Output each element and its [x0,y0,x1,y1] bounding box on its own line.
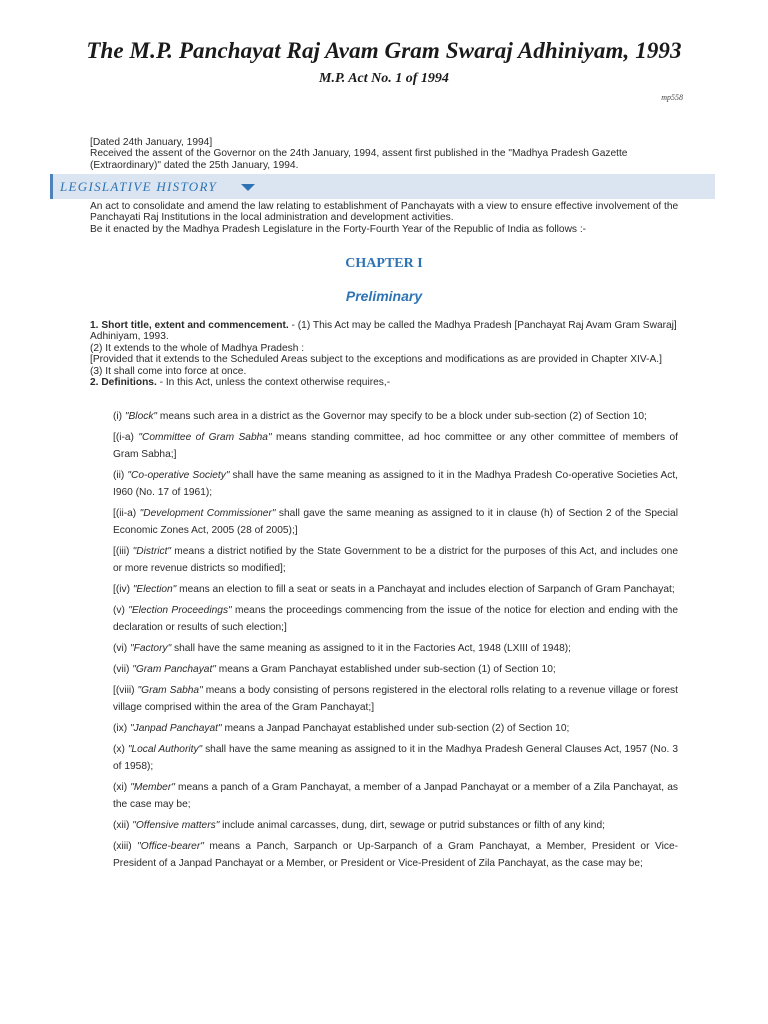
chapter-heading: CHAPTER I [345,256,423,271]
definition-term: "Committee of Gram Sabha" [138,432,272,443]
definition-item [113,505,678,539]
definition-text: means a Gram Panchayat established under sub-section (1) of Section 10; [215,664,556,675]
legislative-history-toggle[interactable] [50,174,715,199]
definition-text: means a body consisting of persons registered in the electoral rolls relating to a revenue village or forest village comprised within the area of the Gram Panchayat;] [113,685,678,713]
definition-number: (ii) [113,470,128,481]
definition-text: means standing committee, ad hoc committee or any other committee of members of Gram Sabha;] [113,432,678,460]
definition-text: means an election to fill a seat or seats in a Panchayat and includes election of Sarpanch of Gram Panchayat; [176,584,675,595]
assent-line: Received the assent of the Governor on the 24th January, 1994, assent first published in the "Madhya Pradesh Gazette (Extraordinary)" dated the 25th January, 1994. [90,148,628,171]
definition-text: means a Panch, Sarpanch or Up-Sarpanch of a Gram Panchayat, a Member, President or Vice-President of a Janpad Panchayat or a Member, or President or Vice-President of Zila Panchayat, as the case may be; [113,841,678,869]
definition-number: (i) [113,411,125,422]
definition-item [113,661,678,678]
definition-number: (xi) [113,782,131,793]
definition-number: [(i-a) [113,432,139,443]
definition-term: "Offensive matters" [132,820,220,831]
definition-text: means such area in a district as the Governor may specify to be a block under sub-section (2) of Section 10; [157,411,647,422]
definition-item [113,838,678,872]
preamble [90,201,680,235]
definition-term: "Office-bearer" [137,841,204,852]
definition-item [113,408,678,425]
definition-item [113,581,678,598]
definition-item [113,429,678,463]
definition-term: "Election Proceedings" [128,605,232,616]
definition-number: [(viii) [113,685,138,696]
legislative-history-label: LEGISLATIVE HISTORY [60,179,218,194]
definition-text: means a panch of a Gram Panchayat, a member of a Janpad Panchayat or a member of a Zila Panchayat, as the case may be; [113,782,678,810]
section-2-text: - In this Act, unless the context otherwise requires,- [156,377,391,389]
definition-term: "Co-operative Society" [127,470,230,481]
act-number: M.P. Act No. 1 of 1994 [319,71,449,86]
definition-term: "Janpad Panchayat" [129,723,222,734]
definition-item [113,817,678,834]
definition-number: (xiii) [113,841,138,852]
definition-text: shall have the same meaning as assigned to it in the Madhya Pradesh Co-operative Societies Act, I960 (No. 17 of 1961); [113,470,678,498]
dated-line: [Dated 24th January, 1994] [90,137,213,148]
section-2-heading: 2. Definitions. [90,377,157,389]
definition-number: [(iv) [113,584,133,595]
definition-number: (xii) [113,820,133,831]
section-1-para-1 [90,320,680,343]
definition-number: (ix) [113,723,130,734]
definition-term: "District" [132,546,172,557]
definition-term: "Gram Panchayat" [132,664,216,675]
definition-number: (vi) [113,643,130,654]
section-1-text: - (1) This Act may be called the Madhya Pradesh [Panchayat Raj Avam Gram Swaraj] Adhiniyam, 1993. [90,320,677,343]
definition-text: shall have the same meaning as assigned to it in the Madhya Pradesh General Clauses Act, 1957 (No. 3 of 1958); [113,744,678,772]
definition-item [113,543,678,577]
triangle-down-icon[interactable] [241,184,255,191]
definition-number: (x) [113,744,128,755]
definition-number: (vii) [113,664,133,675]
definition-item [113,640,678,657]
definition-term: "Block" [124,411,158,422]
definition-term: "Election" [132,584,177,595]
section-1-proviso: [Provided that it extends to the Scheduled Areas subject to the exceptions and modifications as are provided in Chapter XIV-A.] [90,354,662,366]
section-1-para-3: (3) It shall come into force at once. [90,365,247,377]
dated-block [90,137,680,171]
definition-item [113,779,678,813]
definition-item [113,602,678,636]
definition-text: means the proceedings commencing from the issue of the notice for election and ending with the declaration or results of such election;] [113,605,678,633]
section-1-heading: 1. Short title, extent and commencement. [90,320,289,331]
definition-item [113,741,678,775]
definition-item [113,720,678,737]
definition-text: shall have the same meaning as assigned to it in the Factories Act, 1948 (LXIII of 1948); [171,643,571,654]
preamble-text: An act to consolidate and amend the law relating to establishment of Panchayats with a view to ensure effective involvement of the Panchayati Raj Institutions in the local administration and development activities. [90,201,679,224]
section-1-para-2: (2) It extends to the whole of Madhya Pradesh : [90,342,305,354]
definition-item [113,467,678,501]
definition-number: [(ii-a) [113,508,140,519]
definition-term: "Local Authority" [127,744,203,755]
document-reference: mp558 [661,93,683,102]
definitions-list [113,408,678,876]
document-title: The M.P. Panchayat Raj Avam Gram Swaraj Adhiniyam, 1993 [86,38,682,63]
history-accent-bar [50,174,53,199]
definition-text: shall gave the same meaning as assigned to it in clause (h) of Section 2 of the Special Economic Zones Act, 2005 (28 of 2005);] [113,508,678,536]
definition-item [113,682,678,716]
definition-text: means a district notified by the State Government to be a district for the purposes of this Act, and includes one or more revenue districts so modified]; [113,546,678,574]
definition-number: (v) [113,605,129,616]
definition-number: [(iii) [113,546,133,557]
definition-term: "Gram Sabha" [137,685,203,696]
definition-term: "Factory" [129,643,172,654]
definition-text: means a Janpad Panchayat established under sub-section (2) of Section 10; [221,723,570,734]
definition-text: include animal carcasses, dung, dirt, sewage or putrid substances or filth of any kind; [219,820,605,831]
definition-term: "Development Commissioner" [139,508,276,519]
section-2-intro [90,377,680,388]
chapter-title: Preliminary [345,288,423,304]
section-1 [90,320,680,388]
definition-term: "Member" [130,782,175,793]
enactment-text: Be it enacted by the Madhya Pradesh Legislature in the Forty-Fourth Year of the Republic of India as follows :- [90,223,587,235]
